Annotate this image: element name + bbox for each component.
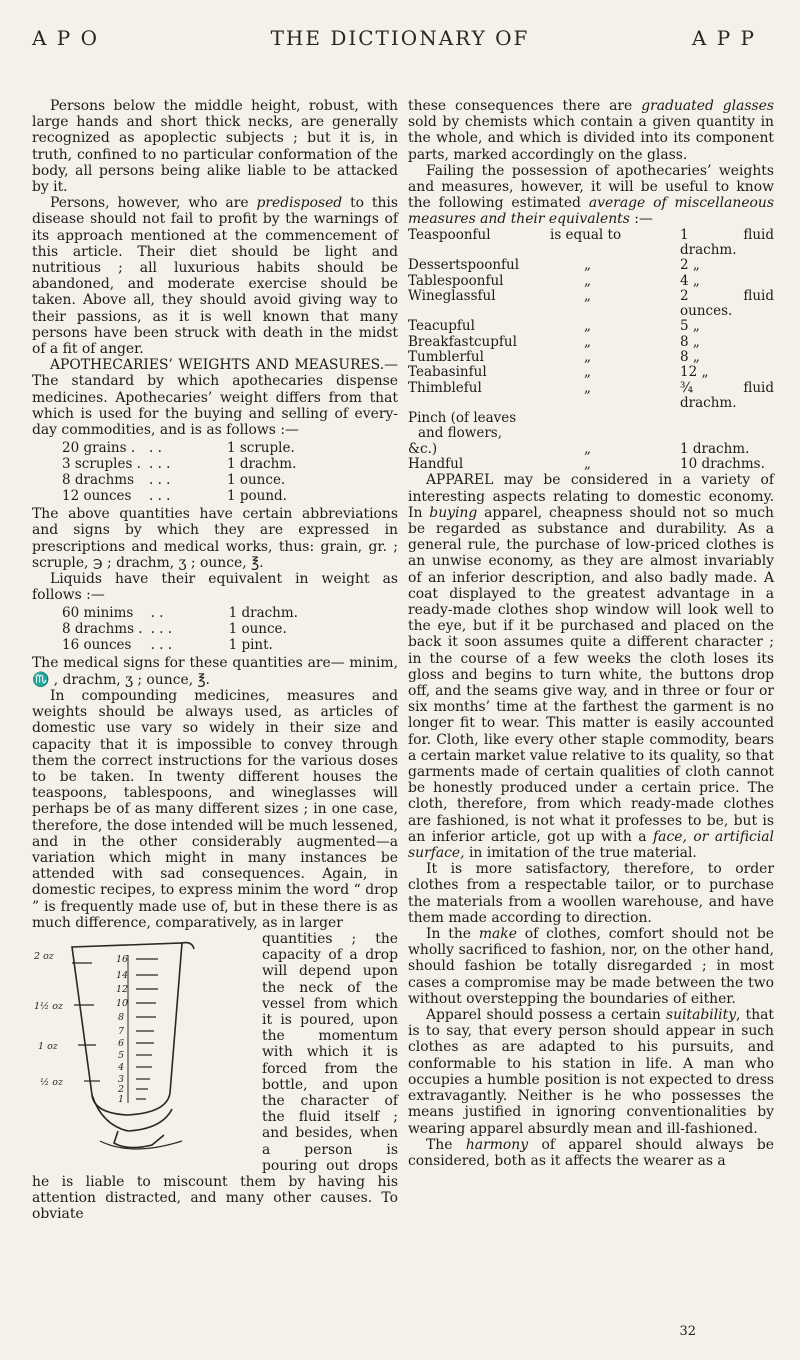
glass-label-right: 10 [116,997,129,1009]
paragraph-make-of-clothes: In the make of clothes, comfort should not be wholly sacrificed to fashion, nor, on the other hand, should fashion be totally disregarded ; in most cases a compromise may be made between the two without overstepping the boundaries of either. [408,926,774,1007]
paragraph-graduated-glasses: these consequences there are graduated glasses sold by chemists which contain a given quantity in the whole, and which is divided into its component parts, marked accordingly on the glass. [408,98,774,163]
glass-label-left: ½ oz [40,1076,63,1088]
glass-label-right: 6 [118,1037,125,1049]
paragraph-order-clothes: It is more satisfactory, therefore, to order clothes from a respectable tailor, or to purchase the materials from a woollen warehouse, and have them made according to direction. [408,861,774,926]
glass-label-right: 5 [118,1049,125,1061]
header-title: THE DICTIONARY OF [270,26,530,50]
paragraph-failing-possession: Failing the possession of apothecaries’ weights and measures, however, it will be useful to know the following estimated average of miscellaneous measures and their equivalents :— [408,162,774,228]
table-row: &c.) „ 1 drachm. [408,440,750,457]
paragraph-suitability: Apparel should possess a certain suitability, that is to say, that every person should appear in such clothes as are adapted to his pursuits, and conformable to his station in life. A man who occupies a humble position is not expected to dress extravagantly. Neither is he who possesses the means justified in ignoring conventionalities by wearing apparel absurdly mean and ill-fashioned. [408,1007,774,1137]
table-row: Teabasinful „ 12 „ [408,364,709,381]
glass-label-right: 2 [118,1083,125,1095]
paragraph-apparel: APPAREL may be considered in a variety of interesting aspects relating to domestic economy. In buying apparel, cheapness should not so much be regarded as substance and durability. As a general rule, the purchase of low-priced clothes is an unwise economy, as they are almost invariably of an inferior description, and also badly made. A coat displayed to the greatest advantage in a ready-made clothes shop window will look well to the eye, but if it be purchased and placed on the back it soon assumes quite a different character ; in the course of a few weeks the cloth loses its gloss and begins to turn white, the buttons drop off, and the seams give way, and in three or four or six months’ time at the farthest the garment is no longer fit to wear. This matter is easily accounted for. Cloth, like every other staple commodity, bears a certain market value relative to its quality, so that garments made of certain qualities of cloth cannot be honestly produced under a certain price. The cloth, therefore, from which ready-made clothes are fashioned, is not what it professes to be, but is an inferior article, got up with a face, or artificial surface, in imitation of the true material. [408,472,774,862]
table-row: Dessertspoonful „ 2 „ [408,257,700,274]
glass-label-right: 1 [118,1093,125,1105]
glass-label-left: 1 oz [38,1040,58,1052]
paragraph-harmony: The harmony of apparel should always be considered, both as it affects the wearer as a [408,1136,774,1169]
paragraph-predisposed: Persons, however, who are predisposed to this disease should not fail to profit by the warnings of its approach mentioned at the commencement of this article. Their diet should be light and nutritious ; all luxurious habits should be abandoned, and moderate exercise should be taken. Above all, they should avoid giving way to their passions, as it is well known that many persons have been struck with death in the midst of a fit of anger. [32,195,398,358]
table-row: 16 ounces . . . 1 pint. [62,637,273,654]
paragraph-apothecaries-weights: APOTHECARIES’ WEIGHTS AND MEASURES.—The standard by which apothecaries dispense medicines. Apothecaries’ weight differs from that which is used for the buying and selling of every-day commodities, and is as follows :— [32,357,398,439]
glass-label-left: 1½ oz [34,1000,63,1012]
table-row: 60 minims . . 1 drachm. [62,605,298,622]
right-column [408,98,774,1169]
glass-label-right: 8 [118,1011,125,1023]
table-row: 12 ounces . . . 1 pound. [62,488,287,505]
glass-label-right: 7 [118,1025,125,1037]
table-row: Thimbleful „ ¾ fluid drachm. [408,379,774,411]
page-number: 32 [679,1324,696,1339]
table-row: Teaspoonful is equal to 1 fluid drachm. [408,226,774,258]
equivalents-table [408,228,774,473]
paragraph-drop-capacity: quantities ; the capacity of a drop will depend upon the neck of the vessel from which it is poured, upon the momentum with which it is forced from the bottle, and upon the character of the fluid itself ; and besides, when a person is pouring out drops he is liable to miscount them by having his attention distracted, and many other causes. To obviate [32,930,398,1223]
table-row: 3 scruples . . . . 1 drachm. [62,456,297,473]
graduated-glass-illustration [32,935,252,1160]
liquids-table [62,605,306,653]
table-row: Teacupful „ 5 „ [408,318,700,335]
paragraph-apoplectic-subjects: Persons below the middle height, robust, with large hands and short thick necks, are generally recognized as apoplectic subjects ; but it is, in truth, confined to no particular conformation of the body, all persons being alike liable to be attacked by it. [32,98,398,196]
table-row: 8 drachms . . . 1 ounce. [62,472,286,489]
table-row: Breakfastcupful „ 8 „ [408,333,700,350]
glass-label-right: 4 [118,1061,125,1073]
glass-label-right: 3 [118,1073,125,1085]
table-row: Tablespoonful „ 4 „ [408,272,700,289]
paragraph-abbreviations: The above quantities have certain abbreviations and signs by which they are expressed in prescriptions and medical works, thus: grain, gr. ; scruple, ℈ ; drachm, ʒ ; ounce, ℥. [32,506,398,571]
weights-table [62,440,304,504]
table-row: and flowers, [418,425,503,442]
paragraph-medical-signs: The medical signs for these quantities are— minim, ♏ , drachm, ʒ ; ounce, ℥. [32,655,398,688]
table-row: Tumblerful „ 8 „ [408,349,700,365]
left-column [32,98,398,1223]
table-row: 20 grains . . . 1 scruple. [62,440,295,457]
paragraph-liquids: Liquids have their equivalent in weight as follows :— [32,571,398,604]
glass-label-right: 16 [116,953,129,965]
header-right: A P P [691,26,756,50]
paragraph-compounding: In compounding medicines, measures and weights should be always used, as articles of domestic use vary so widely in their size and capacity that it is impossible to convey through them the correct instructions for the various doses to be taken. In twenty different houses the teaspoons, tablespoons, and wineglasses will perhaps be of as many different sizes ; in one case, therefore, the dose intended will be much lessened, and in the other considerably augmented—a variation which might in many instances be attended with sad consequences. Again, in domestic recipes, to express minim the word “ drop ” is frequently made use of, but in these there is as much difference, comparatively, as in larger [32,687,398,931]
glass-label-right: 14 [116,969,129,981]
table-row: 8 drachms . . . . 1 ounce. [62,621,287,638]
table-row: Handful „ 10 drachms. [408,456,765,473]
table-row: Pinch (of leaves [408,410,517,427]
running-header [0,26,800,66]
header-left: A P O [32,26,100,50]
glass-label-right: 12 [116,983,129,995]
glass-label-left: 2 oz [34,950,54,962]
table-row: Wineglassful „ 2 fluid ounces. [408,287,774,320]
measuring-glass-icon [32,935,252,1160]
